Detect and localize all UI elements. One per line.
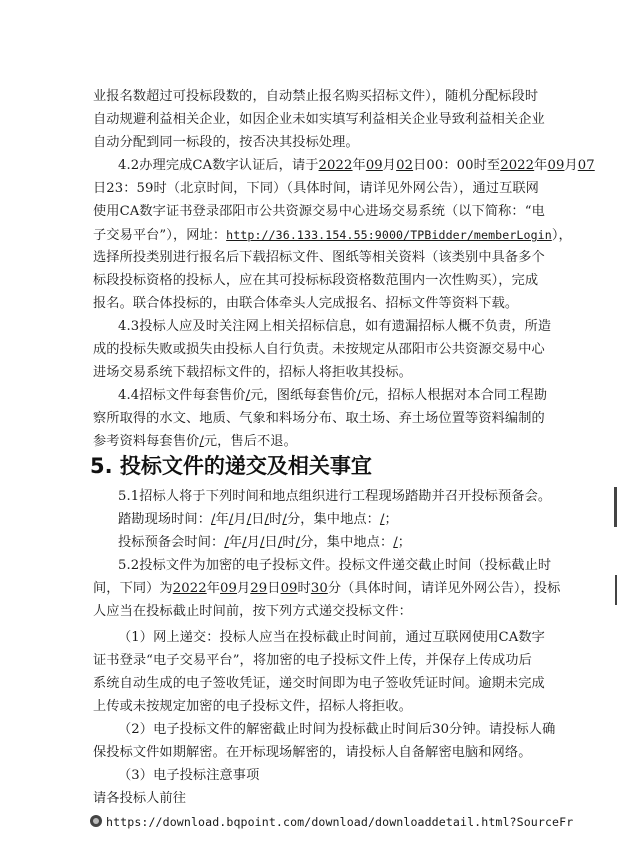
text-line: 系统自动生成的电子签收凭证，递交时间即为电子签收凭证时间。逾期未完成 [93, 676, 545, 691]
text-line: 自动分配到同一标段的，按否决其投标处理。 [93, 135, 359, 150]
scan-edge-mark [615, 575, 617, 605]
text-line: 人应当在投标截止时间前，按下列方式递交投标文件： [93, 604, 412, 619]
text-line: 使用CA数字证书登录邵阳市公共资源交易中心进场交易系统（以下简称：“电 [93, 204, 545, 219]
text-line: 证书登录“电子交易平台”，将加密的电子投标文件上传，并保存上传成功后 [93, 653, 532, 668]
text-line: 请各投标人前往 [93, 791, 187, 806]
platform-url-link[interactable]: http://36.133.154.55:9000/TPBidder/memberLogin [226, 228, 552, 242]
text-line: 5.1招标人将于下列时间和地点组织进行工程现场踏勘并召开投标预备会。 [118, 489, 552, 504]
text-line: 4.3投标人应及时关注网上相关招标信息，如有遗漏招标人概不负责，所造 [118, 319, 552, 334]
text-line: 报名。联合体投标的，由联合体牵头人完成报名、招标文件等资料下载。 [93, 296, 519, 311]
text-line: 上传或未按规定加密的电子投标文件，招标人将拒收。 [93, 699, 412, 714]
text-line: 选择所投类别进行报名后下载招标文件、图纸等相关资料（该类别中具备多个 [93, 250, 545, 265]
text-line: 4.2办理完成CA数字认证后，请于2022年09月02日00：00时至2022年09月07 [118, 158, 595, 173]
text-line: 踏勘现场时间：/年/月/日/时/分，集中地点：/； [118, 512, 398, 527]
section-heading: 5. 投标文件的递交及相关事宜 [90, 454, 372, 478]
globe-icon [90, 815, 102, 827]
text-line: 察所取得的水文、地质、气象和料场分布、取土场、弃土场位置等资料编制的 [93, 411, 545, 426]
text-line: 自动规避利益相关企业，如因企业未如实填写利益相关企业导致利益相关企业 [93, 112, 545, 127]
text-line: 保投标文件如期解密。在开标现场解密的，请投标人自备解密电脑和网络。 [93, 745, 532, 760]
text-line: （2）电子投标文件的解密截止时间为投标截止时间后30分钟。请投标人确 [118, 722, 556, 737]
text-line: 5.2投标文件为加密的电子投标文件。投标文件递交截止时间（投标截止时 [118, 558, 552, 573]
text-line: 子交易平台”），网址：http://36.133.154.55:9000/TPBidder/memberLogin）， [93, 228, 572, 243]
text-line: 成的投标失败或损失由投标人自行负责。未按规定从邵阳市公共资源交易中心 [93, 342, 545, 357]
text-line: 4.4招标文件每套售价/元，图纸每套售价/元，招标人根据对本合同工程勘 [118, 388, 548, 403]
text-line: 投标预备会时间：/年/月/日/时/分，集中地点：/； [118, 535, 412, 550]
text-line: 标段投标资格的投标人，应在其可投标标段资格数范围内一次性购买），完成 [93, 273, 539, 288]
text-line: 间，下同）为2022年09月29日09时30分（具体时间，请详见外网公告），投标 [93, 581, 561, 596]
scan-edge-mark [614, 487, 617, 527]
text-line: 日23：59时（北京时间，下同）（具体时间，请详见外网公告），通过互联网 [93, 181, 539, 196]
text-line: 业报名数超过可投标段数的，自动禁止报名购买招标文件），随机分配标段时 [93, 89, 539, 104]
text-line [90, 812, 625, 833]
text-line: （1）网上递交：投标人应当在投标截止时间前，通过互联网使用CA数字 [118, 630, 545, 645]
text-line: 参考资料每套售价/元，售后不退。 [93, 434, 297, 449]
text-line: （3）电子投标注意事项 [118, 768, 260, 783]
download-url-link[interactable]: https://download.bqpoint.com/download/downloaddetail.html?SourceFr [106, 815, 574, 829]
text-line: 进场交易系统下载招标文件的，招标人将拒收其投标。 [93, 365, 412, 380]
